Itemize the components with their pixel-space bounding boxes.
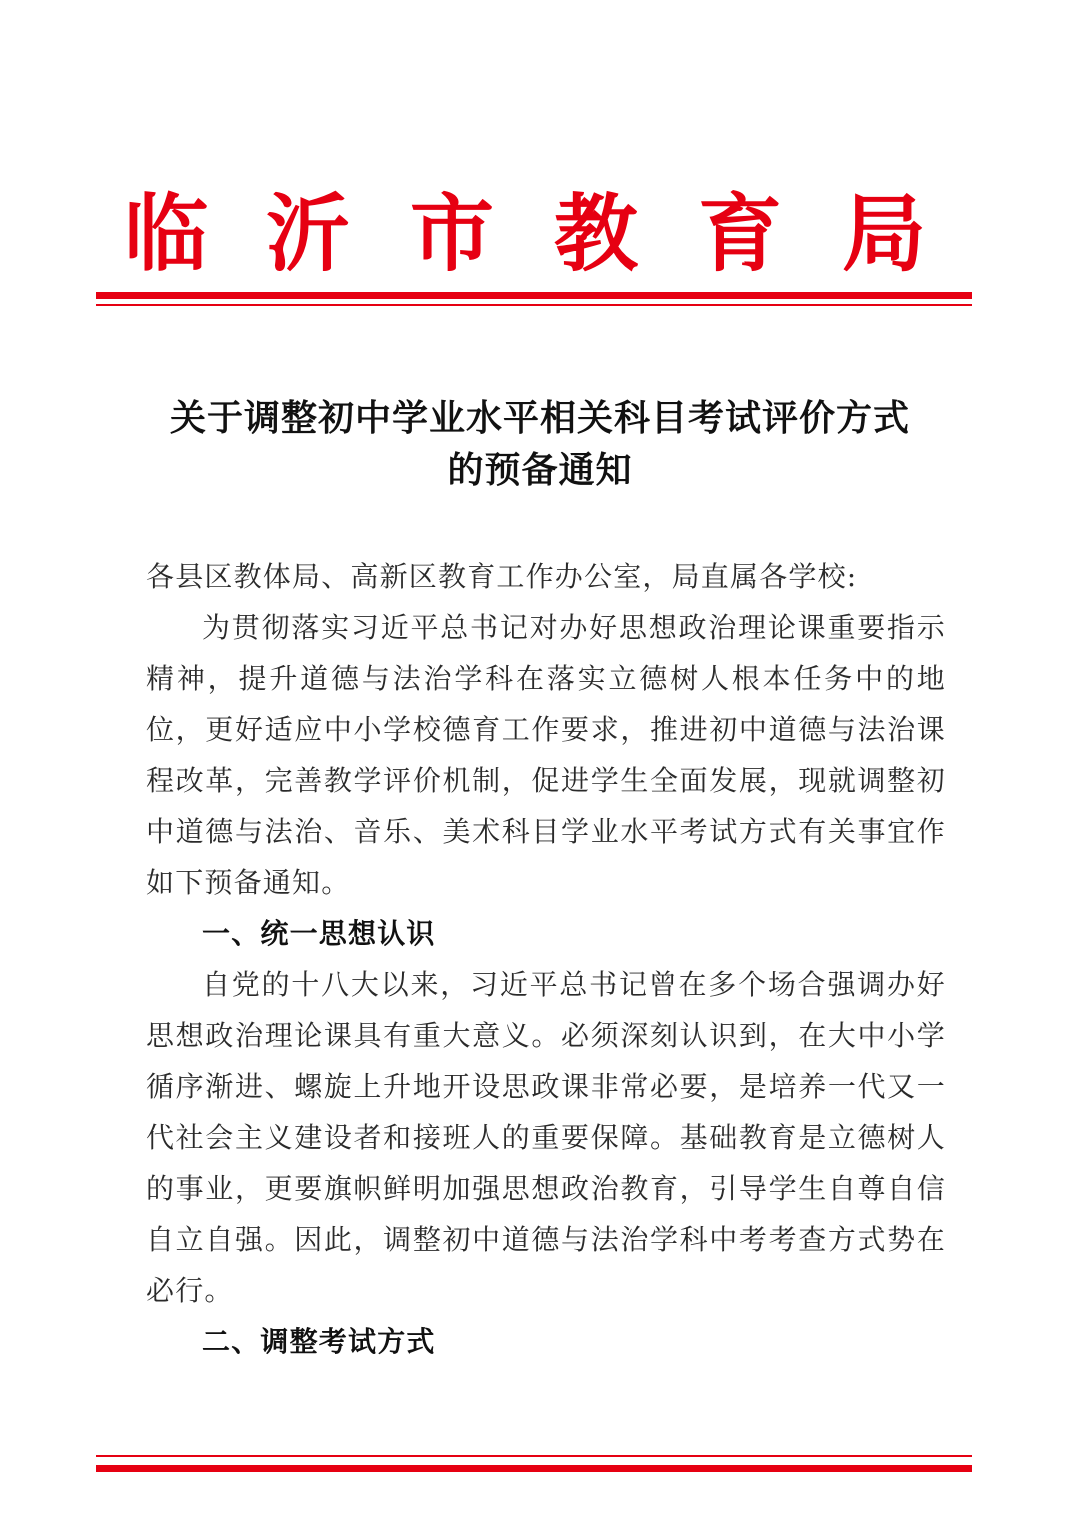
document-title-line-1: 关于调整初中学业水平相关科目考试评价方式: [169, 398, 910, 439]
footer-rule-thick: [96, 1465, 972, 1472]
header-rule-thin: [96, 304, 972, 306]
masthead-char-4: 教: [553, 185, 638, 283]
masthead-char-5: 育: [697, 185, 782, 283]
header-rule-thick: [96, 292, 972, 299]
section-heading-2: 二、调整考试方式: [202, 1325, 436, 1358]
footer-rule-thin: [96, 1455, 972, 1457]
masthead-char-1: 临: [123, 185, 208, 283]
document-title-line-2: 的预备通知: [447, 450, 633, 491]
masthead-char-2: 沂: [265, 185, 350, 283]
section-heading-1: 一、统一思想认识: [202, 917, 436, 950]
masthead-char-3: 市: [409, 185, 494, 283]
masthead-char-6: 局: [841, 185, 926, 283]
masthead: [96, 185, 972, 283]
paragraph-section-1: 自党的十八大以来，习近平总书记曾在多个场合强调办好思想政治理论课具有重大意义。必须深刻认识到，在大中小学循序渐进、螺旋上升地开设思政课非常必要，是培养一代又一代社会主义建设者和接班人的重要保障。基础教育是立德树人的事业，更要旗帜鲜明加强思想政治教育，引导学生自尊自信自立自强。因此，调整初中道德与法治学科中考考查方式势在必行。: [146, 968, 946, 1307]
salutation: 各县区教体局、高新区教育工作办公室，局直属各学校:: [146, 560, 858, 593]
document-body: [146, 551, 946, 1367]
paragraph-intro: 为贯彻落实习近平总书记对办好思想政治理论课重要指示精神，提升道德与法治学科在落实立德树人根本任务中的地位，更好适应中小学校德育工作要求，推进初中道德与法治课程改革，完善教学评价机制，促进学生全面发展，现就调整初中道德与法治、音乐、美术科目学业水平考试方式有关事宜作如下预备通知。: [146, 611, 946, 899]
